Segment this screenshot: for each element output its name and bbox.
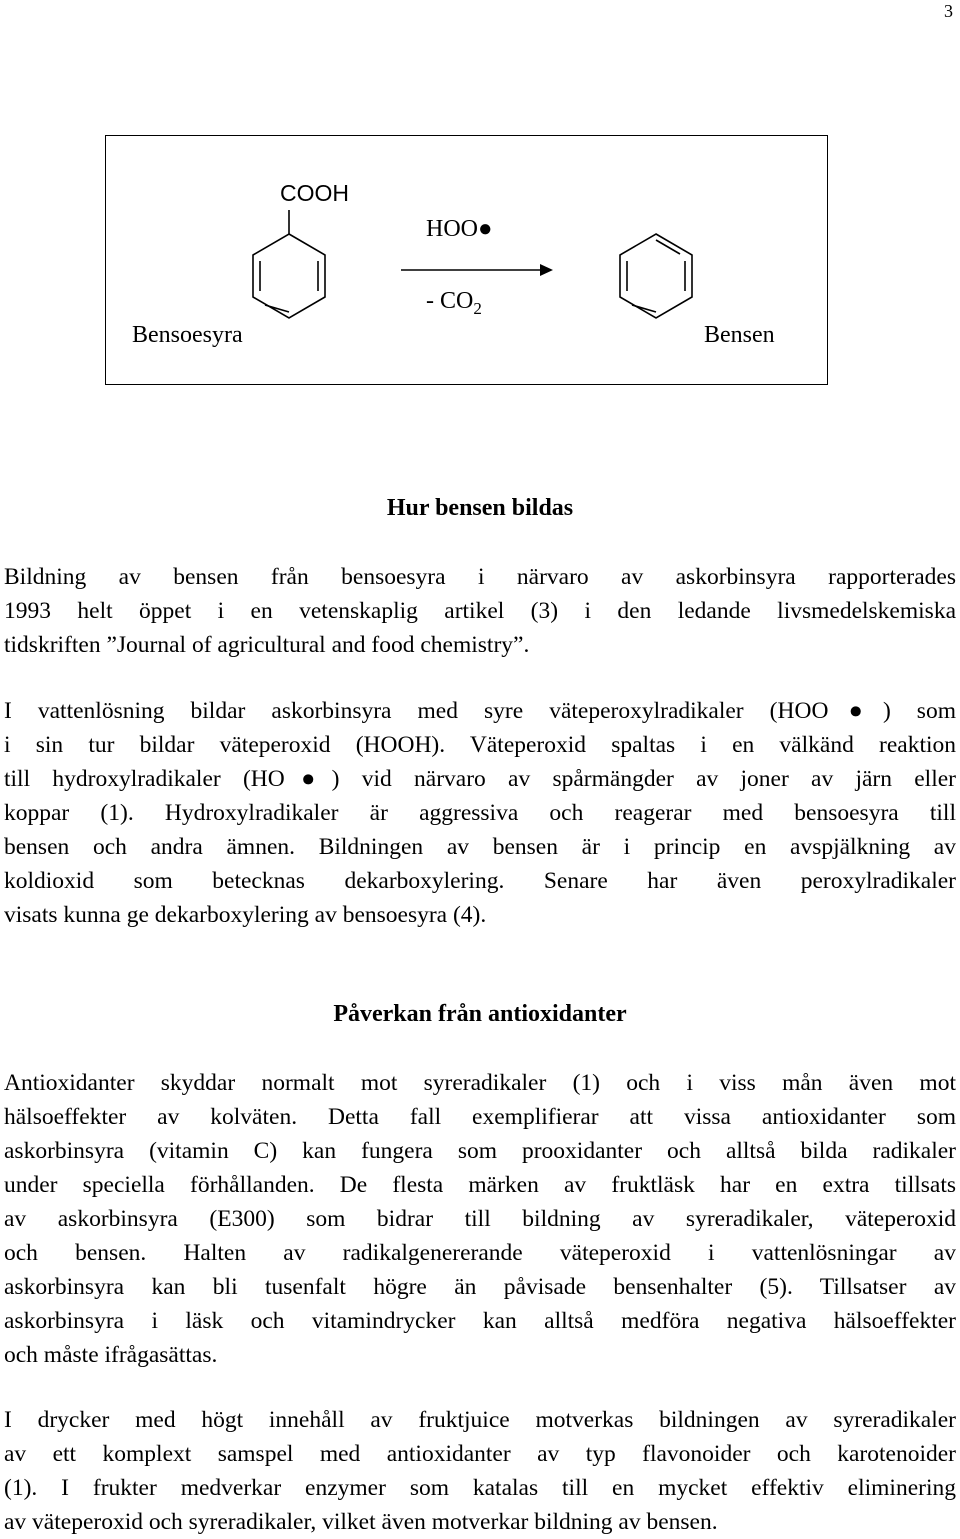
page-number: 3 — [944, 1, 953, 21]
benzene-ring — [620, 234, 692, 318]
product-name: Bensen — [704, 322, 775, 348]
text-line: 1993 helt öppet i en vetenskaplig artikel (3) i den ledande livsmedelskemiska — [4, 598, 956, 624]
reactant-name: Bensoesyra — [132, 322, 243, 348]
text-line: askorbinsyra (vitamin C) kan fungera som prooxidanter och alltså bilda radikaler — [4, 1138, 956, 1164]
text-line: Bildning av bensen från bensoesyra i närvaro av askorbinsyra rapporterades — [4, 564, 956, 590]
text-line: bensen och andra ämnen. Bildningen av bensen är i princip en avspjälkning av — [4, 834, 956, 860]
text-line: I vattenlösning bildar askorbinsyra med syre väteperoxylradikaler (HOO●) som — [4, 698, 956, 724]
paragraph — [4, 1066, 956, 1372]
paragraph — [4, 560, 956, 662]
text-line: av askorbinsyra (E300) som bidrar till bildning av syreradikaler, väteperoxid — [4, 1206, 956, 1232]
text-line: koldioxid som betecknas dekarboxylering. Senare har även peroxylradikaler — [4, 868, 956, 894]
paragraph — [4, 694, 956, 932]
reaction-arrow — [401, 264, 553, 276]
heading-hur-bensen-bildas: Hur bensen bildas — [386, 495, 574, 521]
text-line: av väteperoxid och syreradikaler, vilket även motverkar bildning av bensen. — [4, 1509, 718, 1535]
text-line: koppar (1). Hydroxylradikaler är aggressiva och reagerar med bensoesyra till — [4, 800, 956, 826]
text-line: under speciella förhållanden. De flesta märken av fruktläsk har en extra tillsats — [4, 1172, 956, 1198]
text-line: I drycker med högt innehåll av fruktjuice motverkas bildningen av syreradikaler — [4, 1407, 956, 1433]
text-line: visats kunna ge dekarboxylering av bensoesyra (4). — [4, 902, 487, 928]
reaction-figure — [105, 135, 828, 385]
heading-paverkan-fran-antioxidanter: Påverkan från antioxidanter — [333, 1001, 627, 1027]
text-line: (1). I frukter medverkar enzymer som katalas till en mycket effektiv eliminering — [4, 1475, 956, 1501]
text-line: askorbinsyra kan bli tusenfalt högre än påvisade bensenhalter (5). Tillsatser av — [4, 1274, 956, 1300]
benzoic-acid-ring — [253, 210, 325, 318]
paragraph — [4, 1403, 956, 1539]
text-line: askorbinsyra i läsk och vitamindrycker kan alltså medföra negativa hälsoeffekter — [4, 1308, 956, 1334]
text-line: Antioxidanter skyddar normalt mot syreradikaler (1) och i viss mån även mot — [4, 1070, 956, 1096]
text-line: och måste ifrågasättas. — [4, 1342, 218, 1368]
reagent-label: HOO● — [426, 216, 493, 242]
text-line: av ett komplext samspel med antioxidanter av typ flavonoider och karotenoider — [4, 1441, 956, 1467]
text-line: i sin tur bildar väteperoxid (HOOH). Väteperoxid spaltas i en välkänd reaktion — [4, 732, 956, 758]
text-line: och bensen. Halten av radikalgenererande väteperoxid i vattenlösningar av — [4, 1240, 956, 1266]
cooh-label: COOH — [280, 180, 349, 206]
byproduct-label: - $CO_2$ — [426, 288, 482, 318]
text-line: hälsoeffekter av kolväten. Detta fall exemplifierar att vissa antioxidanter som — [4, 1104, 956, 1130]
text-line: till hydroxylradikaler (HO●) vid närvaro av spårmängder av joner av järn eller — [4, 766, 956, 792]
text-line: tidskriften ”Journal of agricultural and food chemistry”. — [4, 632, 530, 658]
